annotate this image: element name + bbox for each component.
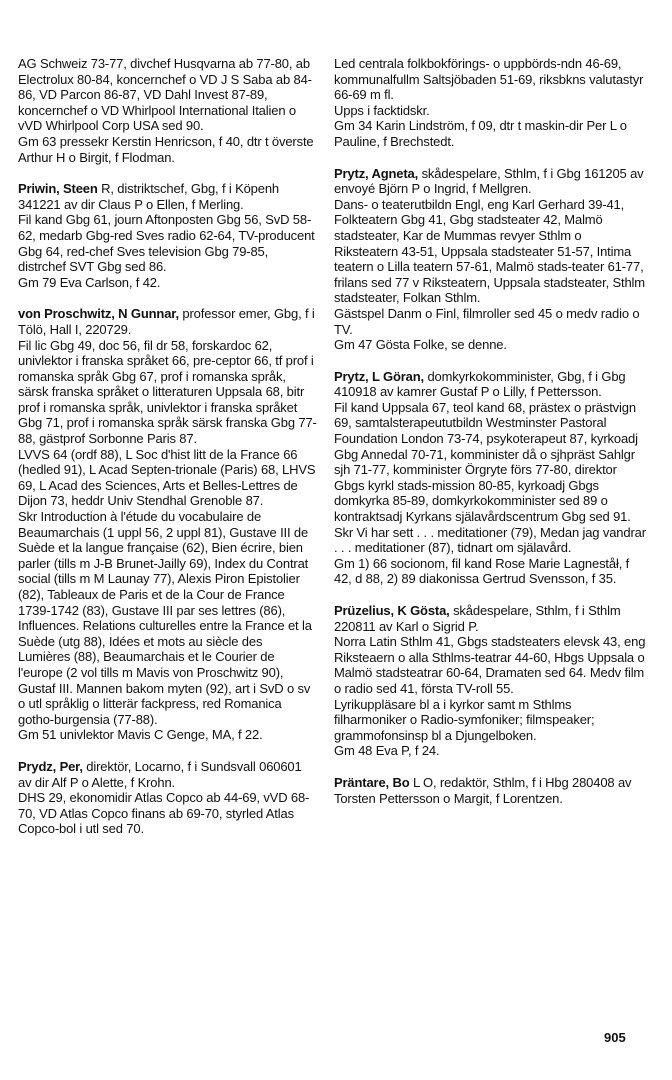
entry-name: Prydz, Per, [18,758,83,774]
entry-heading [334,166,646,197]
entry-paragraph: Fil kand Gbg 61, journ Aftonposten Gbg 56, SvD 58-62, medarb Gbg-red Sves radio 62-64, TV-producent Gbg 64, red-chef Sves television Gbg 79-85, distrchef SVT Gbg sed 86. [18,212,315,275]
page-number: 905 [604,1030,626,1045]
entry-paragraph: DHS 29, ekonomidir Atlas Copco ab 44-69, vVD 68-70, VD Atlas Copco finans ab 69-70, styrled Atlas Copco-bol i utl sed 70. [18,790,310,837]
entry-paragraph: Skr Introduction à l'étude du vocabulaire de Beaumarchais (1 uppl 56, 2 uppl 81), Gustave III de Suède et la langue française (62), Bien écrire, bien parler (tills m J-B Brunet-Jailly 69), Index du Contrat social (tills m M Launay 77), Alexis Piron Epistolier (82), Tableaux de Paris et de la Cour de France 1739-1742 (83), Gustave III par ses lettres (86), Influences. Relations culturelles entre la France et la Suède (utg 88), Idées et mots au siècle des Lumières (88), Beaumarchais et le Courier de l'europe (2 vol tills m Mavis von Proschwitz 90), Gustaf III. Mannen bakom myten (92), art i SvD o sv o utl språklig o litterär fackpress, red Romanica gotho-burgensia (77-88). [18,509,312,727]
biography-entry [334,166,646,353]
entry-paragraph: Fil kand Uppsala 67, teol kand 68, prästex o prästvign 69, samtalsterapeututbildn Westminster Pastoral Foundation London 73-74, psykoterapeut 87, kyrkoadj Gbg Annedal 70-71, komminister då o sjhpräst Sahlgr sjh 71-77, komminister Örgryte förs 77-80, direktor Gbgs kyrkl stads-mission 80-85, kyrkoadj Gbgs domkyrka 85-89, domkyrkokomminister sed 89 o kontraktsadj Kyrkans själavårdscentrum Gbg sed 91. [334,399,638,525]
biography-entry [18,759,318,837]
entry-paragraph: Norra Latin Sthlm 41, Gbgs stadsteaters elevsk 43, eng Riksteaern o alla Sthlms-teatrar 44-60, Hbgs Uppsala o Malmö stadsteatrar 60-64, Dramaten sed 64. Medv film o radio sed 41, första TV-roll 55. [334,634,646,696]
entry-intro: R, distriktschef, Gbg, f i Köpenh 341221 av dir Claus P o Ellen, f Merling. [18,181,280,212]
entry-intro: domkyrkokomminister, Gbg, f i Gbg 410918 av kamrer Gustaf P o Lilly, f Pettersson. [334,368,626,400]
entry-paragraph: Gm 79 Eva Carlson, f 42. [18,274,161,290]
biography-entry [18,56,318,165]
entry-name: Prüzelius, K Gösta, [334,603,450,618]
entry-paragraph: Upps i facktidskr. [334,102,430,118]
entry-heading [18,306,318,337]
entry-paragraph: LVVS 64 (ordf 88), L Soc d'hist litt de la France 66 (hedled 91), L Acad Septen-trionale (Paris) 68, LHVS 69, L Acad des Sciences, Arts et Belles-Lettres de Dijon 73, heddr Univ Stendhal Grenoble 87. [18,446,316,509]
biography-entry [18,306,318,743]
entry-name: Präntare, Bo [334,774,410,790]
entry-intro: skådespelare, Sthlm, f i Sthlm 220811 av Karl o Sigrid P. [334,603,621,634]
left-column [18,56,318,853]
entry-heading [18,181,318,212]
entry-paragraph: Gm 47 Gösta Folke, se denne. [334,337,507,353]
entry-paragraph: Led centrala folkbokförings- o uppbörds-ndn 46-69, kommunalfullm Saltsjöbaden 51-69, riksbkns valutastyr 66-69 m fl. [334,56,644,103]
entry-paragraph: Gästspel Danm o Finl, filmroller sed 45 o medv radio o TV. [334,305,640,337]
entry-intro: professor emer, Gbg, f i Tölö, Hall I, 220729. [18,306,315,337]
entry-name: von Proschwitz, N Gunnar, [18,306,179,322]
entry-paragraph: Dans- o teaterutbildn Engl, eng Karl Gerhard 39-41, Folkteatern Gbg 41, Gbg stadsteater 42, Malmö stadsteater, Kar de Mummas revyer Sthlm o Riksteatern 43-51, Uppsala stadsteater 51-57, Intima teatern o Lilla teatern 57-61, Malmö stads-teater 61-77, frilans sed 77 v Riksteatern, Uppsala stadsteater, Sthlm stadsteater, Folkan Sthlm. [334,196,645,306]
biography-entry [334,369,646,587]
entry-intro: skådespelare, Sthlm, f i Gbg 161205 av envoyé Björn P o Ingrid, f Mellgren. [334,165,644,197]
biography-entry [334,56,646,150]
entry-paragraph: Gm 51 univlektor Mavis C Genge, MA, f 22. [18,727,263,743]
entry-name: Prytz, L Göran, [334,368,424,384]
entry-paragraph: Gm 48 Eva P, f 24. [334,743,440,759]
right-column [334,56,646,822]
entry-intro: direktör, Locarno, f i Sundsvall 060601 av dir Alf P o Alette, f Krohn. [18,758,302,790]
entry-name: Priwin, Steen [18,181,98,197]
entry-intro: L O, redaktör, Sthlm, f i Hbg 280408 av Torsten Pettersson o Margit, f Lorentzen. [334,774,632,806]
entry-paragraph: Lyrikuppläsare bl a i kyrkor samt m Sthlms filharmoniker o Radio-symfoniker; filmspeaker; grammofonsinsp bl a Djungelboken. [334,696,595,743]
entry-paragraph: Gm 63 pressekr Kerstin Henricson, f 40, dtr t överste Arthur H o Birgit, f Flodman. [18,133,314,165]
entry-heading [18,759,318,790]
entry-paragraph: AG Schweiz 73-77, divchef Husqvarna ab 77-80, ab Electrolux 80-84, koncernchef o VD J S Saba ab 84-86, VD Parcon 86-87, VD Dahl Invest 87-89, koncernchef o VD Whirlpool International Italien o vVD Whirlpool Corp USA sed 90. [18,56,312,134]
biography-entry [18,181,318,290]
entry-heading [334,603,646,634]
entry-paragraph: Fil lic Gbg 49, doc 56, fil dr 58, forskardoc 62, univlektor i franska språket 66, pre-ceptor 66, tf prof i romanska språk Gbg 67, prof i romanska språk, särsk franska språket o litteraturen Uppsala 68, bitr prof i romanska språk, univlektor i franska språket Gbg 71, prof i romanska språk särsk franska Gbg 77-88, gästprof Sorbonne Paris 87. [18,337,317,447]
biography-entry [334,775,646,806]
entry-paragraph: Skr Vi har sett . . . meditationer (79), Medan jag vandrar . . . meditationer (87), tidnart om själavård. [334,524,646,556]
entry-heading [334,775,646,806]
biography-entry [334,603,646,759]
entry-paragraph: Gm 34 Karin Lindström, f 09, dtr t maskin-dir Per L o Pauline, f Brechstedt. [334,118,627,149]
entry-name: Prytz, Agneta, [334,165,419,181]
entry-paragraph: Gm 1) 66 socionom, fil kand Rose Marie Lagneståł, f 42, d 88, 2) 89 diakonissa Gertrud Svensson, f 35. [334,555,630,587]
entry-heading [334,369,646,400]
